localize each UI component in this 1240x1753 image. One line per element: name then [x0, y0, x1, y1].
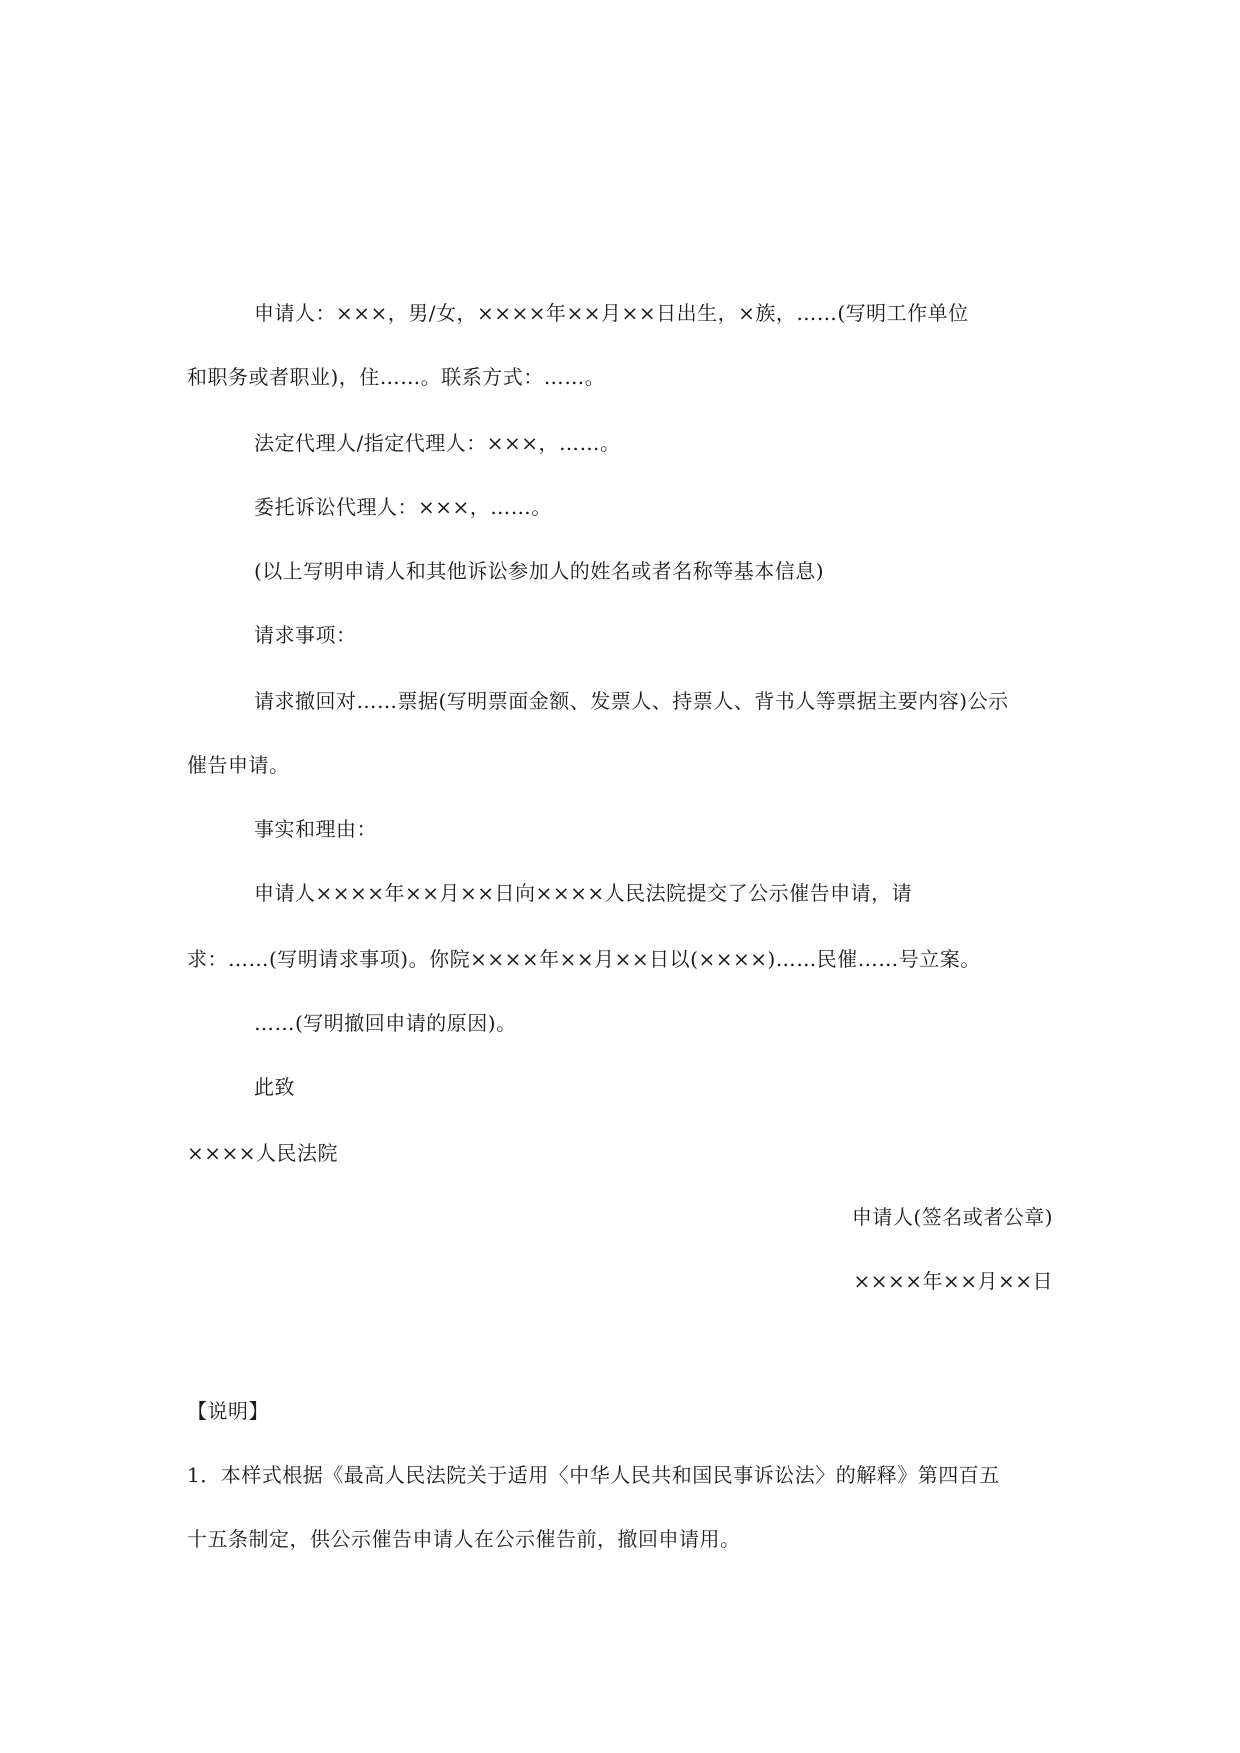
notes-item-1-line-1: 1．本样式根据《最高人民法院关于适用〈中华人民共和国民事诉讼法〉的解释》第四百五 — [187, 1463, 1000, 1487]
date-line: ××××年××月××日 — [853, 1269, 1053, 1293]
notes-item-1-line-2: 十五条制定，供公示催告申请人在公示催告前，撤回申请用。 — [187, 1527, 741, 1551]
facts-line-1: 申请人××××年××月××日向××××人民法院提交了公示催告申请，请 — [254, 881, 913, 905]
parties-note: (以上写明申请人和其他诉讼参加人的姓名或者名称等基本信息) — [254, 559, 825, 583]
applicant-line-2: 和职务或者职业)，住……。联系方式：……。 — [187, 365, 606, 389]
court-name: ××××人民法院 — [187, 1141, 339, 1165]
facts-line-2: 求：……(写明请求事项)。你院××××年××月××日以(××××)……民催……号立案。 — [187, 947, 981, 971]
facts-line-3: ……(写明撤回申请的原因)。 — [254, 1011, 517, 1035]
page-title — [0, 168, 1240, 198]
claims-heading: 请求事项： — [254, 623, 357, 647]
claims-line-1: 请求撤回对……票据(写明票面金额、发票人、持票人、背书人等票据主要内容)公示 — [254, 689, 1009, 713]
legal-agent-line: 法定代理人/指定代理人：×××，……。 — [254, 431, 621, 455]
claims-line-2: 催告申请。 — [187, 753, 290, 777]
signature-line: 申请人(签名或者公章) — [851, 1205, 1053, 1229]
salutation: 此致 — [254, 1075, 295, 1099]
facts-heading: 事实和理由： — [254, 817, 377, 841]
applicant-line-1: 申请人：×××，男/女，××××年××月××日出生，×族，……(写明工作单位 — [254, 301, 969, 325]
notes-heading: 【说明】 — [187, 1399, 269, 1423]
entrusted-agent-line: 委托诉讼代理人：×××，……。 — [254, 495, 552, 519]
